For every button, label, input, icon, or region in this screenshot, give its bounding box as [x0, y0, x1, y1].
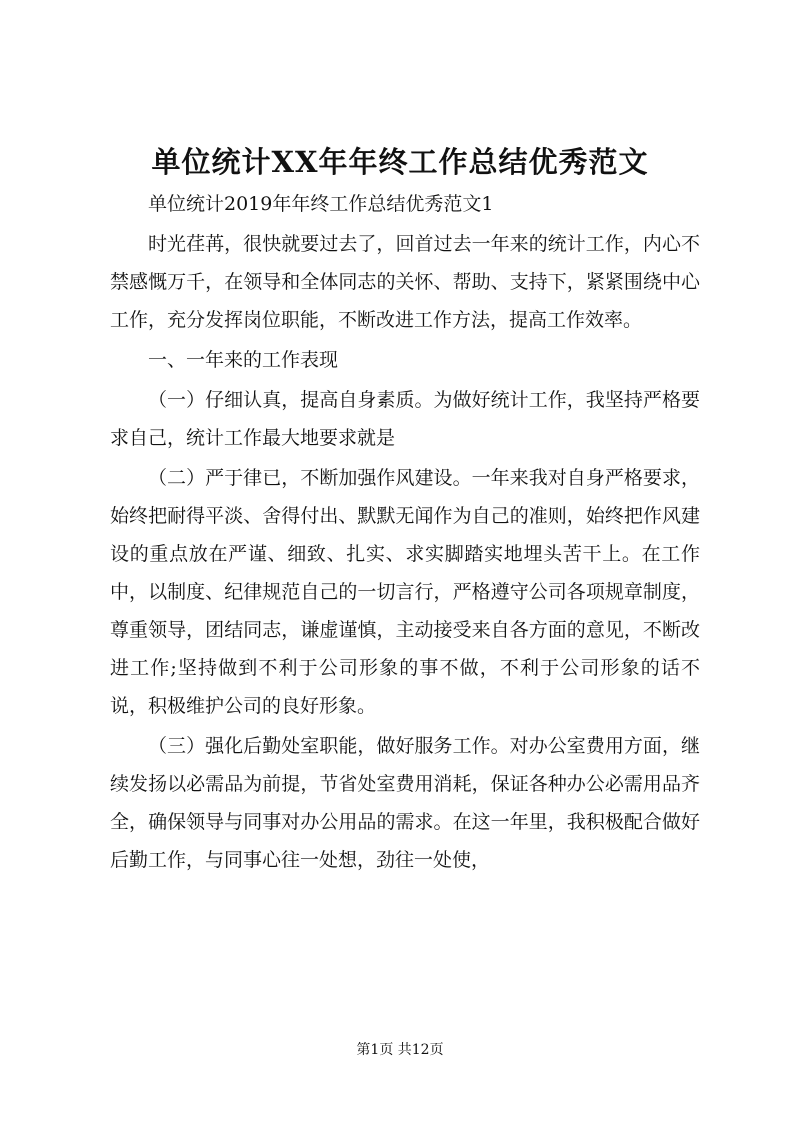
subtitle-paragraph: 单位统计2019年年终工作总结优秀范文1 [148, 193, 494, 215]
page-footer: 第1页 共12页 [356, 1042, 444, 1058]
body-paragraph: （三）强化后勤处室职能，做好服务工作。对办公室费用方面，继续发扬以必需品为前提，节省处室费用消耗，保证各种办公必需用品齐全，确保领导与同事对办公用品的需求。在这一年里，我积极配合做好后勤工作，与同事心往一处想，劲往一处使， [110, 735, 700, 871]
body-paragraph: （二）严于律已，不断加强作风建设。一年来我对自身严格要求，始终把耐得平淡、舍得付出、默默无闻作为自己的准则，始终把作风建设的重点放在严谨、细致、扎实、求实脚踏实地埋头苦干上。在工作中，以制度、纪律规范自己的一切言行，严格遵守公司各项规章制度，尊重领导，团结同志，谦虚谨慎，主动接受来自各方面的意见，不断改进工作;坚持做到不利于公司形象的事不做，不利于公司形象的话不说，积极维护公司的良好形象。 [110, 467, 700, 717]
document-body [110, 185, 700, 881]
document-title: 单位统计XX年年终工作总结优秀范文 [151, 145, 649, 179]
body-paragraph: （一）仔细认真，提高自身素质。为做好统计工作，我坚持严格要求自己，统计工作最大地要求就是 [110, 389, 700, 449]
section-heading: 一、一年来的工作表现 [148, 349, 339, 371]
intro-paragraph: 时光荏苒，很快就要过去了，回首过去一年来的统计工作，内心不禁感慨万千，在领导和全体同志的关怀、帮助、支持下，紧紧围绕中心工作，充分发挥岗位职能，不断改进工作方法，提高工作效率。 [110, 233, 700, 331]
